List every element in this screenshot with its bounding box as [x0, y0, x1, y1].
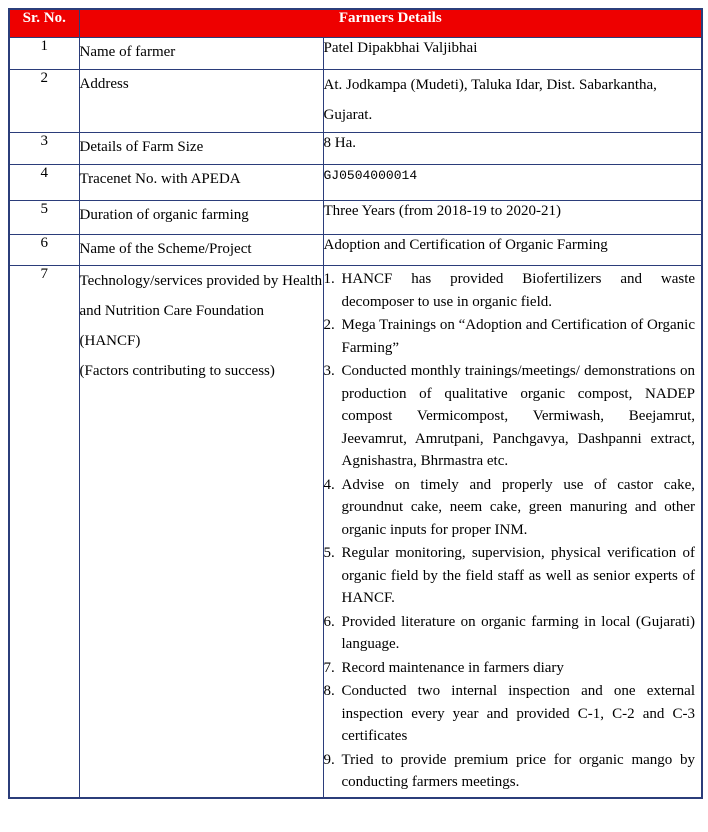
list-item-text: Tried to provide premium price for organic mango by conducting farmers meetings.	[341, 751, 696, 790]
farmers-details-header: Farmers Details	[79, 9, 702, 38]
row-value: Three Years (from 2018-19 to 2020-21)	[323, 201, 702, 235]
farmers-details-table	[8, 8, 703, 799]
list-item	[324, 268, 696, 313]
list-item-text: Regular monitoring, supervision, physical verification of organic field by the field staff as well as senior experts of HANCF.	[341, 545, 696, 606]
list-item-number: 6.	[323, 613, 335, 630]
list-item-text: Provided literature on organic farming in local (Gujarati) language.	[341, 613, 696, 652]
row-label: Details of Farm Size	[79, 133, 323, 165]
list-item-text: Record maintenance in farmers diary	[341, 659, 564, 676]
row-label: Duration of organic farming	[79, 201, 323, 235]
row-number: 7	[9, 266, 79, 798]
tracenet-number: GJ0504000014	[323, 168, 418, 183]
row-value	[323, 165, 702, 201]
services-cell	[323, 266, 702, 798]
table-row	[9, 165, 702, 201]
list-item	[324, 542, 696, 610]
row-label: Name of farmer	[79, 38, 323, 70]
success-factors-label: (Factors contributing to success)	[79, 363, 275, 379]
list-item-text: Conducted two internal inspection and one external inspection every year and provided C-1, C-2 and C-3 certificates	[341, 683, 696, 744]
row-number: 5	[9, 201, 79, 235]
header-row	[9, 9, 702, 38]
row-label: Name of the Scheme/Project	[79, 235, 323, 266]
list-item-text: HANCF has provided Biofertilizers and waste decomposer to use in organic field.	[341, 271, 696, 310]
list-item	[324, 657, 696, 680]
list-item-number: 5.	[323, 545, 335, 561]
row-label: Address	[79, 70, 323, 133]
list-item-number: 1.	[323, 271, 335, 287]
row-label	[79, 266, 323, 798]
list-item	[324, 474, 696, 542]
list-item-number: 9.	[323, 751, 335, 768]
list-item	[324, 314, 696, 359]
sr-no-header: Sr. No.	[9, 9, 79, 38]
table-row	[9, 38, 702, 70]
row-number: 3	[9, 133, 79, 165]
row-number: 1	[9, 38, 79, 70]
table-row	[9, 70, 702, 133]
table-row	[9, 235, 702, 266]
list-item	[324, 680, 696, 748]
list-item	[324, 749, 696, 794]
row-value: At. Jodkampa (Mudeti), Taluka Idar, Dist. Sabarkantha, Gujarat.	[323, 70, 702, 133]
row-number: 4	[9, 165, 79, 201]
row-number: 6	[9, 235, 79, 266]
list-item	[324, 611, 696, 656]
list-item-number: 2.	[323, 317, 335, 333]
list-item-number: 7.	[323, 659, 335, 676]
row-value: Patel Dipakbhai Valjibhai	[323, 38, 702, 70]
row-label: Tracenet No. with APEDA	[79, 165, 323, 201]
list-item-number: 8.	[323, 683, 335, 699]
row-value: 8 Ha.	[323, 133, 702, 165]
list-item-number: 3.	[323, 363, 335, 379]
row-number: 2	[9, 70, 79, 133]
list-item-text: Mega Trainings on “Adoption and Certification of Organic Farming”	[341, 317, 696, 356]
technology-label: Technology/services provided by Health and Nutrition Care Foundation (HANCF)	[79, 273, 323, 349]
table-row	[9, 201, 702, 235]
list-item	[324, 360, 696, 473]
list-item-text: Conducted monthly trainings/meetings/ demonstrations on production of qualitative organic compost, NADEP compost Vermicompost, Vermiwash, Beejamrut, Jeevamrut, Amrutpani, Panchgavya, Dashpanni extract, Agnishastra, Bhrmastra etc.	[341, 363, 696, 469]
row-value: Adoption and Certification of Organic Farming	[323, 235, 702, 266]
list-item-text: Advise on timely and properly use of castor cake, groundnut cake, neem cake, green manuring and other organic inputs for proper INM.	[341, 476, 696, 538]
list-item-number: 4.	[323, 476, 335, 493]
table-row	[9, 266, 702, 798]
table-row	[9, 133, 702, 165]
services-list	[324, 268, 702, 794]
